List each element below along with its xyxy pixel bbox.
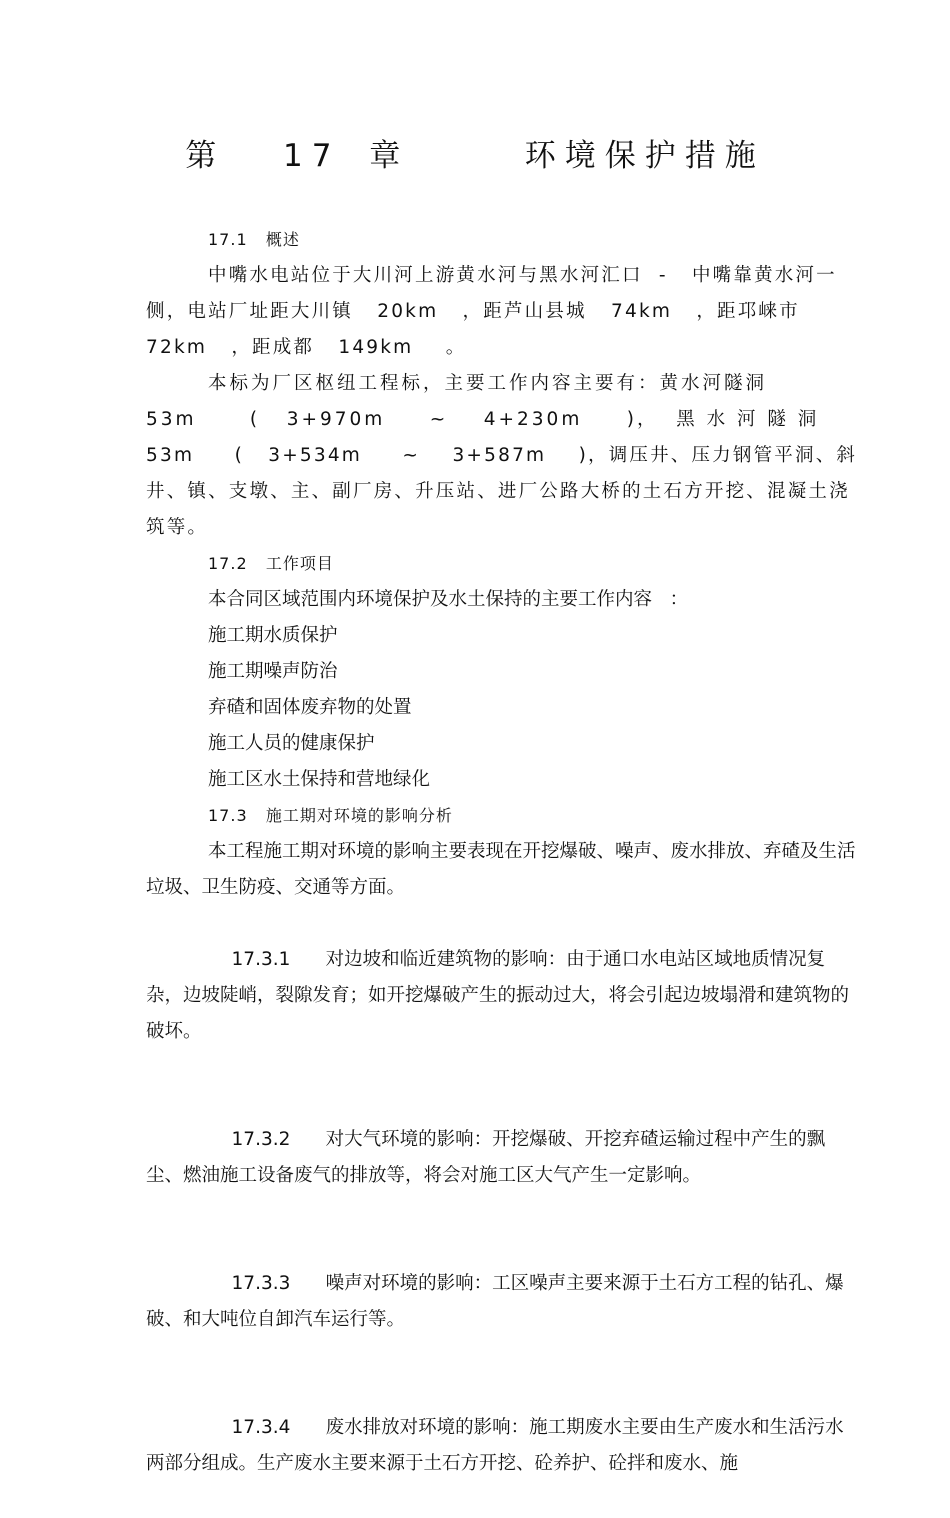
document-body <box>146 222 861 1518</box>
subsection-number: 17.3.2 <box>231 1129 291 1150</box>
paragraph-scope-line3: 53m ( 3+534m ~ 3+587m )，调压井、压力钢管平洞、斜井、镇、支墩、主、副厂房、升压站、进厂公路大桥的土石方开挖、混凝土浇筑等。 <box>146 445 858 538</box>
subsection-number: 17.3.1 <box>231 949 291 970</box>
subsection-text: 对大气环境的影响：开挖爆破、开挖弃碴运输过程中产生的飘尘、燃油施工设备废气的排放等，将会对施工区大气产生一定影响。 <box>146 1129 826 1186</box>
paragraph-work-intro: 本合同区域范围内环境保护及水土保持的主要工作内容 ： <box>208 589 689 610</box>
subsection-number: 17.3.3 <box>231 1273 291 1294</box>
list-item: 施工期噪声防治 <box>208 661 338 682</box>
subsection-text: 废水排放对环境的影响：施工期废水主要由生产废水和生活污水两部分组成。生产废水主要来源于土石方开挖、砼养护、砼拌和废水、施 <box>146 1417 844 1474</box>
subsection-text: 噪声对环境的影响：工区噪声主要来源于土石方工程的钻孔、爆破、和大吨位自卸汽车运行等。 <box>146 1273 844 1330</box>
section-heading-17-1: 17.1 概述 <box>208 230 300 249</box>
subsection-paragraph <box>146 906 861 1086</box>
subsection-paragraph <box>146 1230 861 1374</box>
list-item: 施工期水质保护 <box>208 625 338 646</box>
list-item: 施工人员的健康保护 <box>208 733 375 754</box>
section-heading-17-2: 17.2 工作项目 <box>208 554 334 573</box>
subsection-number: 17.3.4 <box>231 1417 291 1438</box>
subsection-paragraph <box>146 1086 861 1230</box>
paragraph-scope-line1: 本标为厂区枢纽工程标，主要工作内容主要有：黄水河隧洞 <box>208 373 768 394</box>
list-item: 弃碴和固体废弃物的处置 <box>208 697 412 718</box>
paragraph-location: 中嘴水电站位于大川河上游黄水河与黑水河汇口 - 中嘴靠黄水河一侧，电站厂址距大川镇 20km ，距芦山县城 74km ，距邛崃市 72km ，距成都 149km 。 <box>146 265 837 358</box>
subsection-paragraph <box>146 1374 861 1518</box>
paragraph-scope-line2: 53m ( 3+970m ~ 4+230m )， 黑 水 河 隧 洞 <box>146 409 820 430</box>
subsection-text: 对边坡和临近建筑物的影响：由于通口水电站区域地质情况复杂，边坡陡峭，裂隙发育；如开挖爆破产生的振动过大，将会引起边坡塌滑和建筑物的破坏。 <box>146 949 850 1042</box>
paragraph-impact-intro: 本工程施工期对环境的影响主要表现在开挖爆破、噪声、废水排放、弃碴及生活垃圾、卫生防疫、交通等方面。 <box>146 841 856 898</box>
section-heading-17-3: 17.3 施工期对环境的影响分析 <box>208 806 453 825</box>
chapter-title: 第 17 章 环境保护措施 <box>185 138 765 174</box>
list-item: 施工区水土保持和营地绿化 <box>208 769 431 790</box>
